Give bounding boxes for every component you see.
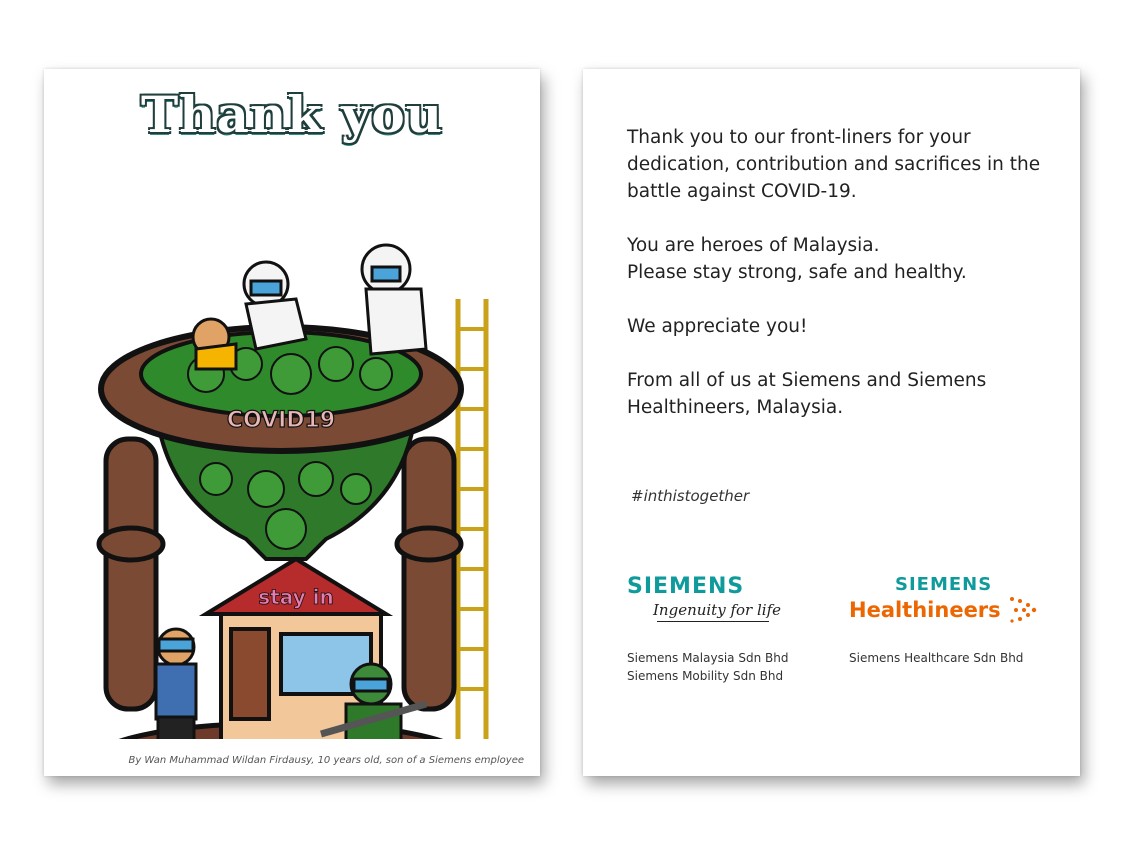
siemens-wordmark: SIEMENS [627, 574, 745, 599]
police-officer [156, 629, 196, 739]
artwork-card [44, 69, 540, 776]
artwork-credit: By Wan Muhammad Wildan Firdausy, 10 years old, son of a Siemens employee [128, 755, 524, 766]
healthineers-logo [849, 574, 1040, 625]
message-paragraph-2: You are heroes of Malaysia. Please stay strong, safe and healthy. [627, 235, 967, 283]
hashtag: #inthistogether [631, 487, 750, 505]
companies-left [627, 649, 788, 685]
healthineers-siemens-wordmark: SIEMENS [895, 574, 993, 595]
siemens-logo [627, 574, 781, 622]
ladder-illustration [458, 299, 486, 739]
thank-you-title: Thank you [140, 85, 444, 144]
message-card [583, 69, 1080, 776]
companies-right [849, 649, 1023, 667]
company-name: Siemens Healthcare Sdn Bhd [849, 651, 1024, 665]
healthineers-wordmark: Healthineers [849, 598, 1001, 622]
stay-in-label: stay in [258, 585, 334, 609]
hourglass-drawing [96, 159, 496, 739]
message-paragraph-4: From all of us at Siemens and Siemens Healthineers, Malaysia. [627, 370, 987, 418]
tagline-underline [657, 621, 769, 622]
healthineers-dots-icon [1006, 595, 1040, 625]
covid19-label: COVID19 [226, 408, 336, 433]
company-name: Siemens Malaysia Sdn Bhd [627, 651, 789, 665]
company-name: Siemens Mobility Sdn Bhd [627, 669, 784, 683]
message-body [627, 124, 1057, 448]
siemens-tagline: Ingenuity for life [653, 601, 781, 619]
message-paragraph-1: Thank you to our front-liners for your dedication, contribution and sacrifices in the battle against COVID-19. [627, 127, 1041, 202]
message-paragraph-3: We appreciate you! [627, 316, 808, 337]
